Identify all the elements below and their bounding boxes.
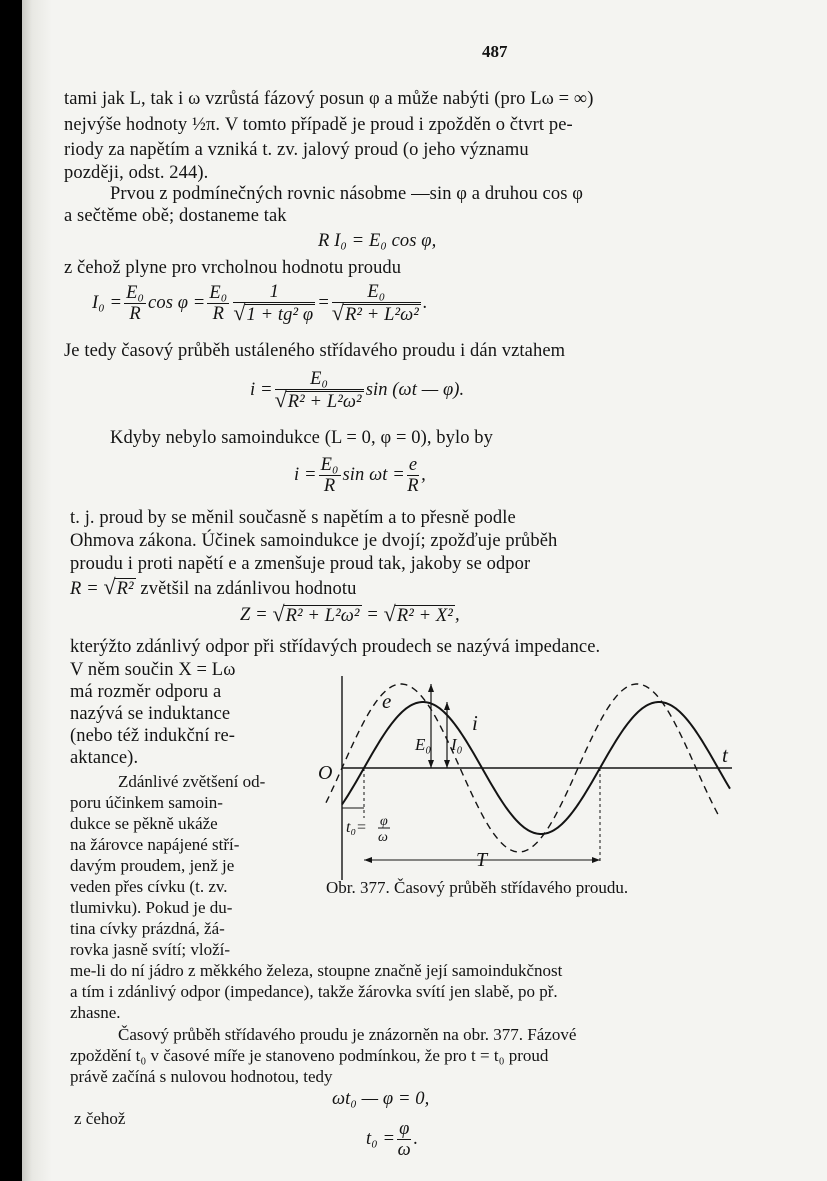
label-e: e	[382, 689, 392, 713]
text-fragment: R²	[116, 579, 134, 599]
eq4-frac1-num: E₀	[320, 454, 339, 475]
eq7-frac-den: ω	[397, 1139, 411, 1160]
equation-1: R I₀ = E₀ cos φ,	[318, 231, 437, 251]
text-line: zhasne.	[70, 1003, 121, 1022]
text-line: tlumivku). Pokud je du-	[70, 898, 233, 917]
text-line: davým proudem, jenž je	[70, 856, 235, 875]
eq4-lhs: i =	[294, 465, 317, 485]
text-line: Prvou z podmínečných rovnic násobme —sin φ a druhou cos φ	[110, 184, 584, 204]
text-line: Zdánlivé zvětšení od-	[118, 772, 266, 791]
label-I0: I₀	[451, 735, 463, 754]
eq4-frac2-den: R	[407, 475, 419, 496]
text-line: na žárovce napájené stří-	[70, 835, 240, 854]
eq4-mid: sin ωt =	[342, 465, 405, 485]
eq4-frac2-num: e	[408, 454, 418, 475]
label-i: i	[472, 711, 478, 735]
eq4-end: ,	[421, 465, 426, 485]
book-page	[22, 0, 827, 1181]
equation-3	[250, 364, 464, 416]
eq7-end: .	[413, 1129, 419, 1149]
text-line: poru účinkem samoin-	[70, 793, 223, 812]
label-T: T	[476, 849, 488, 871]
label-t0-den: ω	[378, 830, 388, 845]
text-fragment: zvětšil na zdánlivou hodnotu	[135, 579, 357, 599]
text-line: t. j. proud by se měnil současně s napětím a to přesně podle	[70, 508, 516, 528]
eq7-lhs: t₀ =	[366, 1129, 396, 1149]
text-line: riody za napětím a vzniká t. zv. jalový proud (o jeho významu	[64, 140, 529, 160]
equation-2	[92, 278, 428, 328]
eq3-frac-den: R² + L²ω²	[287, 391, 362, 412]
text-line: (nebo též indukční re-	[70, 726, 236, 746]
text-line: Časový průběh střídavého proudu je znázorněn na obr. 377. Fázové	[118, 1025, 577, 1044]
eq3-frac-num: E₀	[275, 369, 364, 390]
text-line: tami jak L, tak i ω vzrůstá fázový posun φ a může nabýti (pro Lω = ∞)	[64, 89, 594, 109]
eq3-rhs: sin (ωt — φ).	[365, 380, 465, 400]
text-line: nejvýše hodnoty ½π. V tomto případě je proud i zpožděn o čtvrt pe-	[64, 115, 573, 135]
label-E0: E₀	[415, 735, 432, 754]
equation-6: ωt₀ — φ = 0,	[332, 1089, 430, 1109]
eq2-frac3-num: 1	[233, 282, 315, 303]
eq2-frac1-den: R	[129, 303, 141, 324]
arrow-head	[444, 702, 450, 710]
equation-5	[240, 598, 460, 632]
text-line: aktance).	[70, 748, 139, 768]
arrow-head	[428, 760, 434, 768]
label-t0-num: φ	[380, 814, 388, 829]
eq2-end: .	[422, 293, 428, 313]
text-line: z čehož plyne pro vrcholnou hodnotu proudu	[64, 258, 402, 278]
arrow-head	[592, 857, 600, 863]
text-line: dukce se pěkně ukáže	[70, 814, 218, 833]
text-line: Ohmova zákona. Účinek samoindukce je dvojí; zpožďuje průběh	[70, 531, 558, 551]
text-line: a sečtěme obě; dostaneme tak	[64, 206, 287, 226]
eq5-end: ,	[454, 605, 460, 625]
figure-caption: Obr. 377. Časový průběh střídavého proudu.	[326, 878, 629, 897]
text-fragment: R =	[70, 579, 104, 599]
text-line	[70, 576, 356, 600]
eq2-frac4-den: R² + L²ω²	[344, 304, 419, 325]
eq5-lhs: Z =	[240, 605, 268, 625]
label-t0: t₀=	[346, 819, 367, 836]
text-line: V něm součin X = Lω	[70, 660, 236, 680]
text-line: nazývá se induktance	[70, 704, 231, 724]
text-line: zpoždění t₀ v časové míře je stanoveno podmínkou, že pro t = t₀ proud	[70, 1046, 549, 1065]
label-t: t	[722, 743, 728, 767]
text-line: má rozměr odporu a	[70, 682, 222, 702]
arrow-head	[428, 684, 434, 692]
text-line: tina cívky prázdná, žá-	[70, 919, 225, 938]
eq2-mid: cos φ =	[148, 293, 206, 313]
text-line: později, odst. 244).	[64, 163, 209, 183]
text-line: a tím i zdánlivý odpor (impedance), takže žárovka svítí jen slabě, po př.	[70, 982, 558, 1001]
text-line: proudu i proti napětí e a zmenšuje proud tak, jakoby se odpor	[70, 554, 531, 574]
equation-4	[294, 450, 426, 500]
arrow-head	[444, 760, 450, 768]
eq5-equals: =	[366, 605, 379, 625]
eq2-frac2-den: R	[212, 303, 225, 324]
text-line: rovka jasně svítí; vloží-	[70, 940, 231, 959]
eq7-frac-num: φ	[399, 1118, 410, 1139]
eq4-frac1-den: R	[323, 475, 336, 496]
text-line: z čehož	[74, 1109, 126, 1128]
text-line: Je tedy časový průběh ustáleného střídavého proudu i dán vztahem	[64, 341, 566, 361]
eq2-frac2-num: E₀	[209, 282, 228, 303]
eq2-frac1-num: E₀	[126, 282, 145, 303]
text-line: právě začíná s nulovou hodnotou, tedy	[70, 1067, 333, 1086]
text-line: veden přes cívku (t. zv.	[70, 877, 228, 896]
eq2-equals: =	[317, 293, 330, 313]
text-line: Kdyby nebylo samoindukce (L = 0, φ = 0), bylo by	[110, 428, 493, 448]
page-number: 487	[482, 42, 508, 61]
eq5-root2: R² + X²	[396, 606, 453, 626]
label-O: O	[318, 762, 333, 784]
eq2-lhs: I₀ =	[92, 293, 123, 313]
eq5-root1: R² + L²ω²	[285, 606, 360, 626]
text-line: me-li do ní jádro z měkkého železa, stoupne značně její samoindukčnost	[70, 961, 563, 980]
equation-7	[366, 1114, 418, 1164]
figure-377-sine-waves	[312, 668, 742, 890]
text-line: kterýžto zdánlivý odpor při střídavých proudech se nazývá impedance.	[70, 637, 601, 657]
arrow-head	[364, 857, 372, 863]
eq3-lhs: i =	[250, 380, 273, 400]
eq2-frac4-num: E₀	[332, 282, 421, 303]
eq2-frac3-den: 1 + tg² φ	[246, 304, 314, 325]
